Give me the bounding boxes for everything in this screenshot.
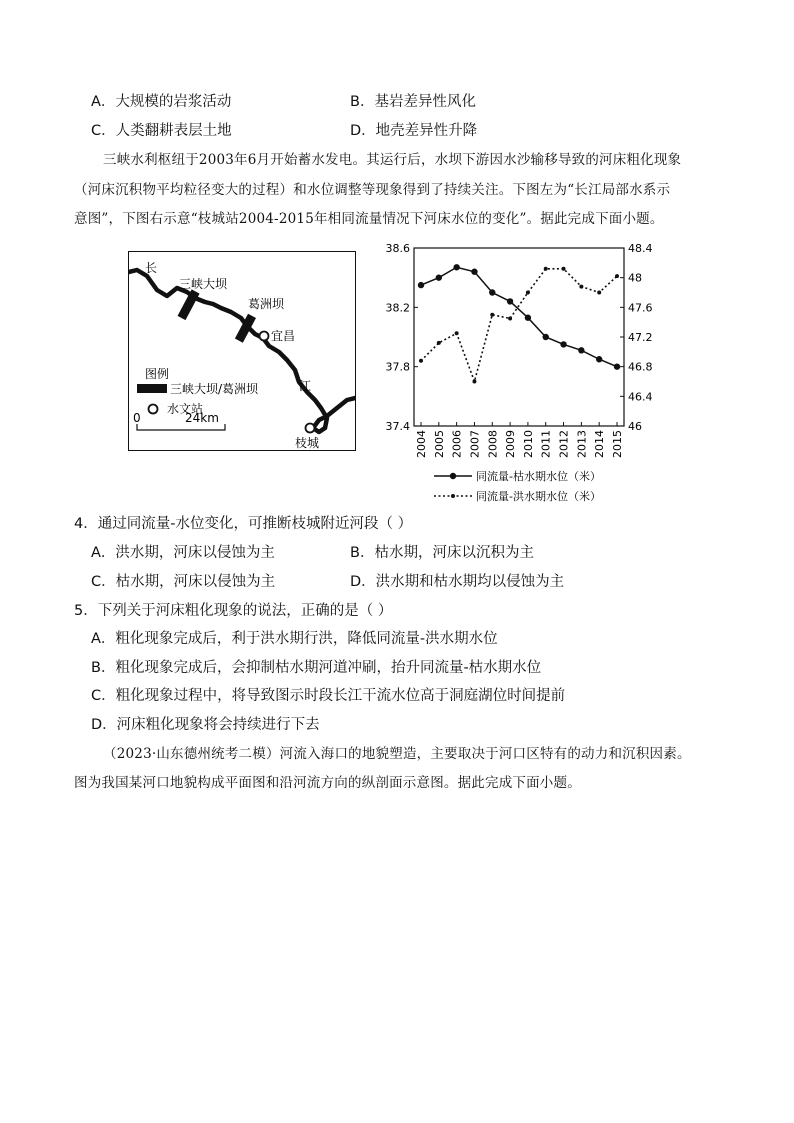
dry-point — [525, 315, 531, 321]
right-tick-label: 48 — [628, 271, 642, 285]
right-tick-label: 46.4 — [628, 390, 653, 404]
flood-point — [472, 380, 476, 384]
option-c: C．人类翻耕表层土地 — [91, 123, 232, 139]
legend-station-label: 水文站 — [167, 402, 204, 416]
x-tick-label: 2014 — [593, 430, 607, 458]
option-a: A．大规模的岩浆活动 — [91, 94, 232, 110]
x-tick-label: 2013 — [575, 430, 589, 458]
legend-marker — [450, 473, 456, 479]
intro-line-2: （河床沉积物平均粒径变大的过程）和水位调整等现象得到了持续关注。下图左为“长江局部水系示 — [74, 182, 671, 198]
water-level-chart — [376, 236, 676, 508]
q4-option-c: C．枯水期，河床以侵蚀为主 — [91, 574, 276, 590]
x-tick-label: 2007 — [468, 430, 482, 458]
water-level-chart-svg — [376, 236, 676, 504]
legend-label: 同流量-洪水期水位（米） — [476, 490, 601, 503]
q5-option-a: A．粗化现象完成后，利于洪水期行洪，降低同流量-洪水期水位 — [91, 631, 498, 647]
option-b: B．基岩差异性风化 — [350, 94, 476, 110]
flood-point — [490, 313, 494, 317]
flood-point — [579, 285, 583, 289]
dry-point — [418, 282, 424, 288]
flood-series-line — [421, 269, 617, 382]
flood-point — [544, 267, 548, 271]
x-tick-label: 2010 — [521, 430, 535, 458]
right-tick-label: 47.2 — [628, 331, 653, 344]
right-tick-label: 46 — [628, 420, 642, 433]
label-jiang: 江 — [299, 379, 312, 393]
flood-point — [597, 291, 601, 295]
zhicheng-station-icon — [306, 424, 315, 433]
q5-option-d: D．河床粗化现象将会持续进行下去 — [91, 717, 320, 733]
scale-distance: 24km — [185, 411, 219, 425]
x-tick-label: 2009 — [504, 430, 518, 458]
dry-point — [507, 298, 513, 304]
x-tick-label: 2006 — [450, 430, 464, 458]
q5-stem: 5．下列关于河床粗化现象的说法，正确的是（ ） — [74, 603, 393, 619]
right-tick-label: 47.6 — [628, 301, 653, 315]
legend-label: 同流量-枯水期水位（米） — [476, 470, 601, 483]
label-chang: 长 — [145, 261, 158, 275]
river-map-svg — [129, 252, 355, 450]
dry-point — [436, 274, 442, 280]
dry-point — [560, 341, 566, 347]
plot-frame — [414, 248, 624, 426]
legend-title: 图例 — [145, 367, 170, 381]
x-tick-label: 2008 — [486, 430, 500, 458]
right-tick-label: 46.8 — [628, 360, 653, 374]
left-tick-label: 37.4 — [385, 420, 410, 433]
flood-point — [526, 291, 530, 295]
intro-line-1: 三峡水利枢纽于2003年6月开始蓄水发电。其运行后，水坝下游因水沙输移导致的河床粗化现象 — [103, 152, 682, 168]
x-tick-label: 2005 — [432, 430, 446, 458]
x-tick-label: 2012 — [557, 430, 571, 458]
flood-point — [508, 316, 512, 320]
flood-point — [437, 341, 441, 345]
label-gezhouba: 葛洲坝 — [248, 297, 285, 311]
dry-point — [453, 264, 459, 270]
dry-point — [471, 269, 477, 275]
flood-point — [455, 331, 459, 335]
q4-option-d: D．洪水期和枯水期均以侵蚀为主 — [350, 574, 565, 590]
x-tick-label: 2004 — [415, 430, 428, 458]
q5-option-c: C．粗化现象过程中，将导致图示时段长江干流水位高于洞庭湖位时间提前 — [91, 688, 566, 704]
left-tick-label: 37.8 — [385, 360, 410, 374]
yichang-station-icon — [260, 332, 269, 341]
flood-point — [615, 274, 619, 278]
legend-dam-swatch — [137, 384, 167, 393]
dry-point — [543, 334, 549, 340]
next-para-line-1: （2023·山东德州统考二模）河流入海口的地貌塑造，主要取决于河口区特有的动力和沉积因素。 — [103, 746, 691, 762]
q4-stem: 4．通过同流量-水位变化，可推断枝城附近河段（ ） — [74, 516, 413, 532]
q5-option-b: B．粗化现象完成后，会抑制枯水期河道冲刷，抬升同流量-枯水期水位 — [91, 660, 542, 676]
scale-zero: 0 — [133, 411, 141, 425]
legend-dam-label: 三峡大坝/葛洲坝 — [170, 382, 259, 396]
yangtze-river — [129, 270, 355, 432]
label-sanxia: 三峡大坝 — [179, 277, 228, 291]
q4-option-b: B．枯水期，河床以沉积为主 — [350, 545, 534, 561]
river-map — [128, 251, 356, 451]
legend-marker — [451, 494, 455, 498]
x-tick-label: 2011 — [539, 430, 553, 458]
label-zhicheng: 枝城 — [295, 436, 320, 450]
left-tick-label: 38.2 — [385, 301, 410, 315]
x-tick-label: 2015 — [611, 430, 624, 458]
next-para-line-2: 图为我国某河口地貌构成平面图和沿河流方向的纵剖面示意图。据此完成下面小题。 — [74, 775, 581, 791]
dry-point — [596, 356, 602, 362]
left-tick-label: 38.6 — [385, 242, 410, 255]
dry-point — [614, 363, 620, 369]
legend-station-icon — [149, 405, 158, 414]
right-tick-label: 48.4 — [628, 242, 653, 255]
dry-point — [489, 289, 495, 295]
flood-point — [562, 267, 566, 271]
option-d: D．地壳差异性升降 — [350, 123, 478, 139]
flood-point — [419, 359, 423, 363]
dry-series-line — [421, 267, 617, 366]
dry-point — [578, 347, 584, 353]
intro-line-3: 意图”，下图右示意“枝城站2004-2015年相同流量情况下河床水位的变化”。据此完成下面小题。 — [74, 211, 664, 227]
label-yichang: 宜昌 — [271, 329, 296, 343]
q4-option-a: A．洪水期，河床以侵蚀为主 — [91, 545, 275, 561]
